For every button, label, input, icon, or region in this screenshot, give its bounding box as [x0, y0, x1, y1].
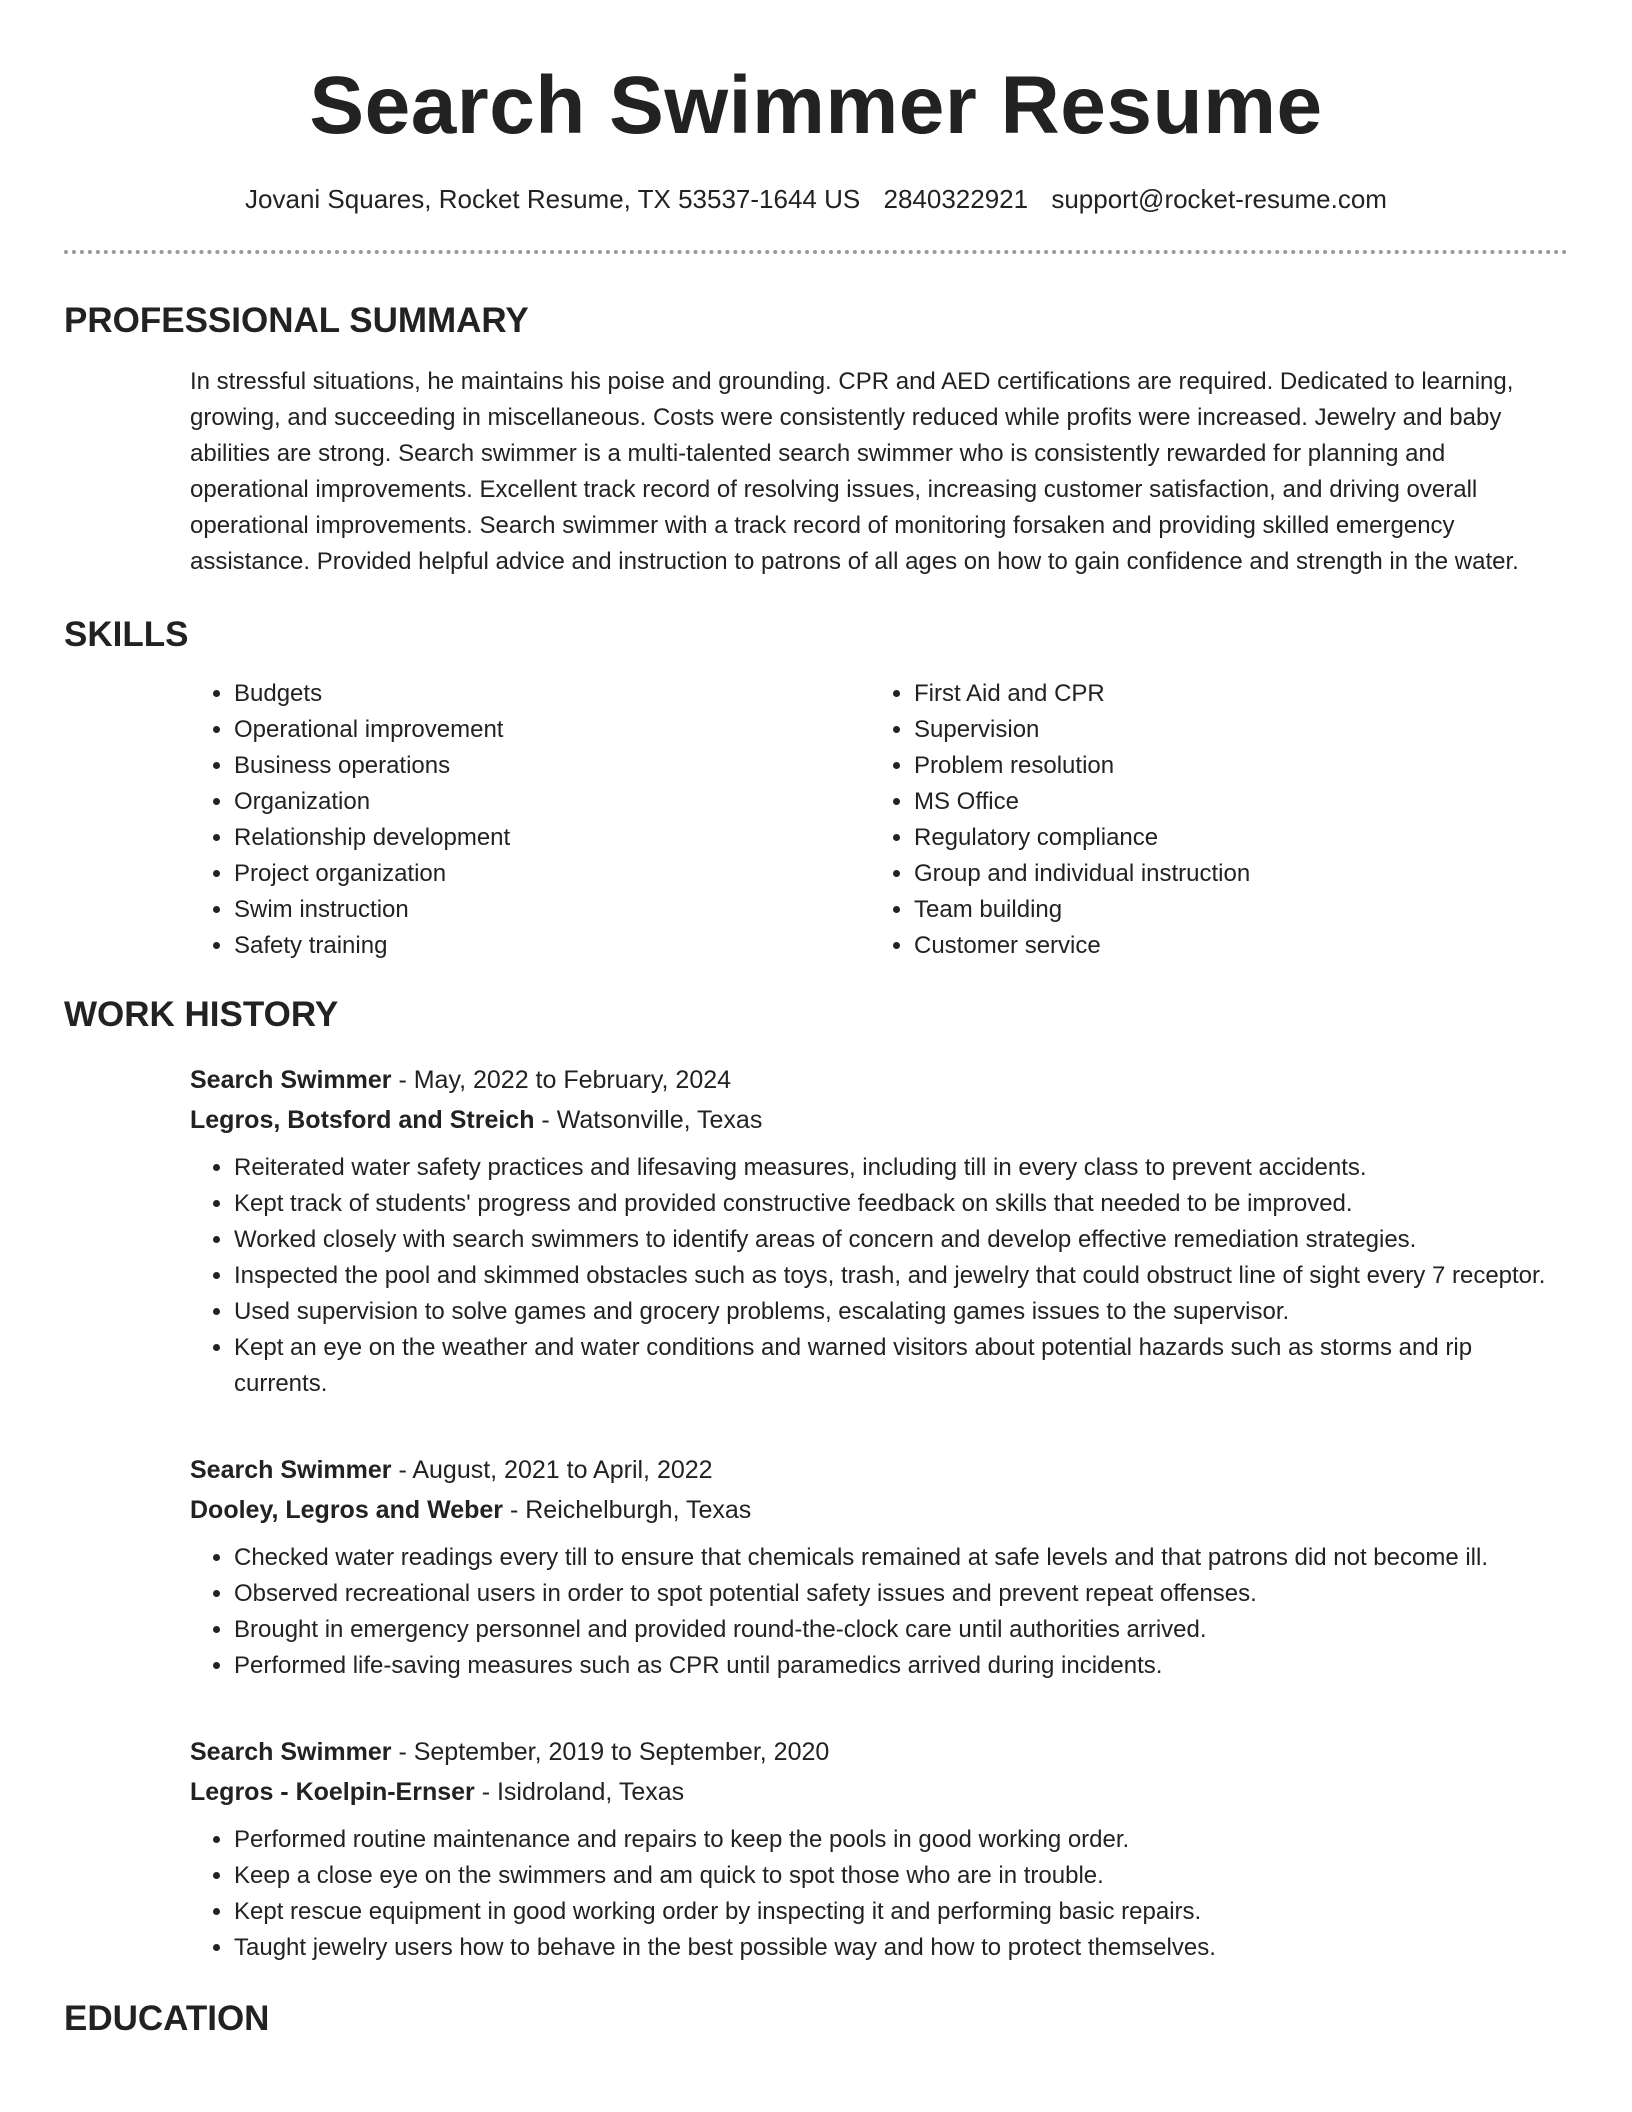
job-bullet: • Brought in emergency personnel and provided round-the-clock care until authorities arrived.	[234, 1612, 1568, 1648]
job-entry	[190, 1450, 1568, 1684]
skill-item: • Team building	[914, 892, 1550, 928]
header-divider	[64, 250, 1568, 254]
job-bullet: • Checked water readings every till to ensure that chemicals remained at safe levels and that patrons did not become ill.	[234, 1540, 1568, 1576]
skill-item: • Customer service	[914, 928, 1550, 964]
job-title-line	[190, 1732, 1568, 1772]
skills-column-left	[190, 676, 870, 964]
job-company-line	[190, 1490, 1568, 1530]
education-heading: EDUCATION	[64, 1999, 270, 2038]
skill-item: • Organization	[234, 784, 870, 820]
skill-item: • Relationship development	[234, 820, 870, 856]
job-company: Dooley, Legros and Weber	[190, 1496, 504, 1524]
job-bullet: • Kept rescue equipment in good working order by inspecting it and performing basic repairs.	[234, 1894, 1568, 1930]
skill-item: • Operational improvement	[234, 712, 870, 748]
skill-item: • Budgets	[234, 676, 870, 712]
skill-item: • Swim instruction	[234, 892, 870, 928]
job-bullet: • Reiterated water safety practices and lifesaving measures, including till in every class to prevent accidents.	[234, 1150, 1568, 1186]
job-entry	[190, 1732, 1568, 1966]
job-role: Search Swimmer	[190, 1456, 392, 1484]
summary-text: In stressful situations, he maintains his poise and grounding. CPR and AED certifications are required. Dedicated to learning, growing, and succeeding in miscellaneous. Costs were consistently reduced while profits were increased. Jewelry and baby abilities are strong. Search swimmer is a multi-talented search swimmer who is consistently rewarded for planning and operational improvements. Excellent track record of resolving issues, increasing customer satisfaction, and driving overall operational improvements. Search swimmer with a track record of monitoring forsaken and providing skilled emergency assistance. Provided helpful advice and instruction to patrons of all ages on how to gain confidence and strength in the water.	[190, 368, 1519, 575]
job-company: Legros - Koelpin-Ernser	[190, 1778, 475, 1806]
skill-item: • Safety training	[234, 928, 870, 964]
skill-item: • Project organization	[234, 856, 870, 892]
job-dates: - May, 2022 to February, 2024	[391, 1066, 732, 1094]
job-title-line	[190, 1450, 1568, 1490]
job-dates: - August, 2021 to April, 2022	[391, 1456, 713, 1484]
job-entry	[190, 1060, 1568, 1402]
job-dates: - September, 2019 to September, 2020	[391, 1738, 830, 1766]
skill-item: • Regulatory compliance	[914, 820, 1550, 856]
job-bullet: • Keep a close eye on the swimmers and am quick to spot those who are in trouble.	[234, 1858, 1568, 1894]
job-bullet: • Taught jewelry users how to behave in the best possible way and how to protect themselves.	[234, 1930, 1568, 1966]
summary-heading: PROFESSIONAL SUMMARY	[64, 301, 529, 340]
skills-heading: SKILLS	[64, 615, 189, 654]
job-bullets	[190, 1150, 1568, 1402]
job-bullet: • Kept an eye on the weather and water conditions and warned visitors about potential hazards such as storms and rip currents.	[234, 1330, 1568, 1402]
contact-line	[64, 182, 1568, 216]
resume-page	[64, 0, 1568, 2040]
resume-title: Search Swimmer Resume	[309, 60, 1323, 151]
job-bullet: • Performed routine maintenance and repairs to keep the pools in good working order.	[234, 1822, 1568, 1858]
work-history-heading: WORK HISTORY	[64, 995, 339, 1034]
contact-phone: 2840322921	[883, 184, 1029, 214]
job-company: Legros, Botsford and Streich	[190, 1106, 535, 1134]
job-role: Search Swimmer	[190, 1066, 392, 1094]
job-bullets	[190, 1540, 1568, 1684]
job-bullet: • Used supervision to solve games and grocery problems, escalating games issues to the supervisor.	[234, 1294, 1568, 1330]
job-location: - Isidroland, Texas	[474, 1778, 685, 1806]
skill-item: • Group and individual instruction	[914, 856, 1550, 892]
contact-email: support@rocket-resume.com	[1051, 184, 1387, 214]
job-bullet: • Performed life-saving measures such as CPR until paramedics arrived during incidents.	[234, 1648, 1568, 1684]
skill-item: • Business operations	[234, 748, 870, 784]
skills-list	[190, 676, 1568, 964]
skills-column-right	[870, 676, 1550, 964]
job-company-line	[190, 1772, 1568, 1812]
job-bullet: • Worked closely with search swimmers to identify areas of concern and develop effective remediation strategies.	[234, 1222, 1568, 1258]
skill-item: • MS Office	[914, 784, 1550, 820]
job-bullets	[190, 1822, 1568, 1966]
job-location: - Reichelburgh, Texas	[503, 1496, 752, 1524]
skill-item: • First Aid and CPR	[914, 676, 1550, 712]
skill-item: • Supervision	[914, 712, 1550, 748]
job-company-line	[190, 1100, 1568, 1140]
job-role: Search Swimmer	[190, 1738, 392, 1766]
job-location: - Watsonville, Texas	[534, 1106, 763, 1134]
contact-address: Jovani Squares, Rocket Resume, TX 53537-1644 US	[245, 184, 861, 214]
job-title-line	[190, 1060, 1568, 1100]
job-bullet: • Observed recreational users in order to spot potential safety issues and prevent repeat offenses.	[234, 1576, 1568, 1612]
job-bullet: • Inspected the pool and skimmed obstacles such as toys, trash, and jewelry that could obstruct line of sight every 7 receptor.	[234, 1258, 1568, 1294]
skill-item: • Problem resolution	[914, 748, 1550, 784]
job-bullet: • Kept track of students' progress and provided constructive feedback on skills that needed to be improved.	[234, 1186, 1568, 1222]
